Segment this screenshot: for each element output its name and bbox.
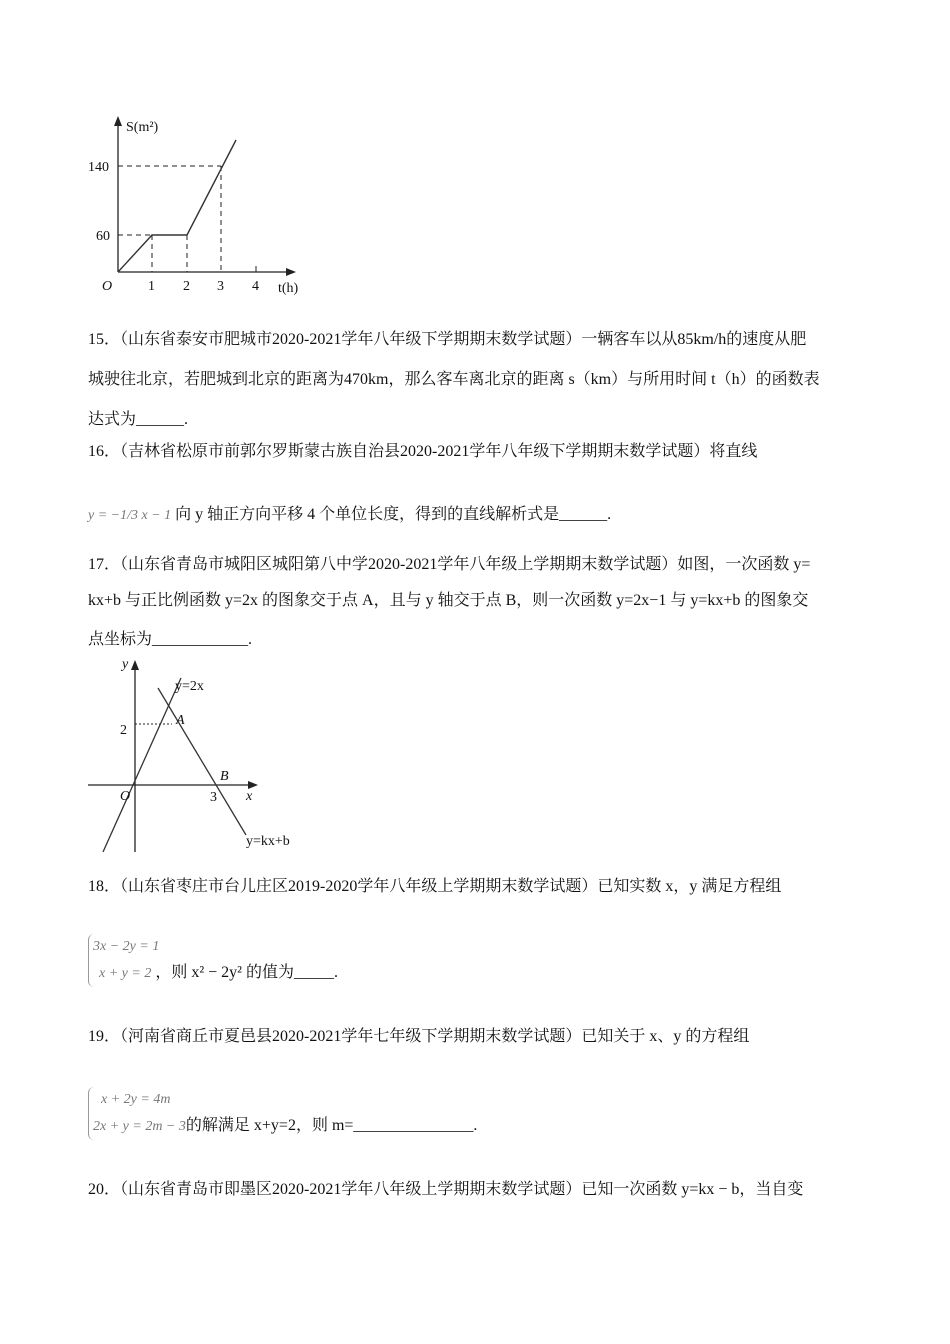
q15-line1: 15．（山东省泰安市肥城市2020-2021学年八年级下学期期末数学试题）一辆客车以从85km/h的速度从肥 — [88, 331, 807, 348]
q19-line1: 19．（河南省商丘市夏邑县2020-2021学年七年级下学期期末数学试题）已知关于 x、y 的方程组 — [88, 1028, 750, 1045]
equation: x + y = 2 — [99, 966, 152, 981]
y-axis-label: y — [122, 657, 129, 672]
q15-line3: 达式为______. — [88, 411, 189, 428]
figure-linear-functions — [80, 650, 320, 860]
q18-line1: 18．（山东省枣庄市台儿庄区2019-2020学年八年级上学期期末数学试题）已知实数 x，y 满足方程组 — [88, 878, 782, 895]
y-tick: 2 — [120, 723, 127, 738]
line-kxb-label: y=kx+b — [246, 834, 290, 849]
q16-line2: 向 y 轴正方向平移 4 个单位长度，得到的直线解析式是______. — [175, 506, 612, 523]
equation: x + 2y = 4m — [101, 1092, 171, 1107]
q19-tail: 的解满足 x+y=2，则 m=_______________. — [185, 1117, 478, 1134]
q17-line1: 17．（山东省青岛市城阳区城阳第八中学2020-2021学年八年级上学期期末数学试题）如图，一次函数 y= — [88, 556, 811, 573]
q16-formula: y = −1/3 x − 1 — [88, 508, 172, 523]
line-y2x-label: y=2x — [175, 679, 204, 694]
origin-label: O — [102, 279, 113, 294]
x-axis-label: t(h) — [278, 281, 299, 296]
q17-line2: kx+b 与正比例函数 y=2x 的图象交于点 A，且与 y 轴交于点 B，则一次函数 y=2x−1 与 y=kx+b 的图象交 — [88, 592, 809, 609]
point-a-label: A — [176, 713, 185, 728]
x-tick: 3 — [217, 279, 224, 294]
equation: 3x − 2y = 1 — [93, 939, 160, 954]
point-b-label: B — [220, 769, 229, 784]
y-tick: 60 — [96, 229, 110, 244]
y-axis-label: S(m²) — [126, 120, 159, 135]
x-tick: 2 — [183, 279, 190, 294]
q19-equation-system — [88, 1087, 477, 1140]
q16-line1: 16．（吉林省松原市前郭尔罗斯蒙古族自治县2020-2021学年八年级下学期期末数学试题）将直线 — [88, 443, 758, 460]
x-tick: 1 — [148, 279, 155, 294]
y-tick: 140 — [88, 160, 109, 175]
x-tick: 4 — [252, 279, 259, 294]
x-tick: 3 — [210, 790, 217, 805]
q20-line1: 20．（山东省青岛市即墨区2020-2021学年八年级上学期期末数学试题）已知一次函数 y=kx − b，当自变 — [88, 1181, 804, 1198]
q18-tail: ，则 x² − 2y² 的值为_____. — [155, 964, 338, 981]
q17-line3: 点坐标为____________. — [88, 631, 253, 648]
figure-area-time-graph — [80, 105, 320, 305]
x-axis-label: x — [246, 789, 253, 804]
origin-label: O — [120, 789, 131, 804]
equation: 2x + y = 2m − 3 — [93, 1119, 186, 1134]
q18-equation-system — [88, 934, 338, 987]
q15-line2: 城驶往北京，若肥城到北京的距离为470km，那么客车离北京的距离 s（km）与所用时间 t（h）的函数表 — [88, 371, 820, 388]
